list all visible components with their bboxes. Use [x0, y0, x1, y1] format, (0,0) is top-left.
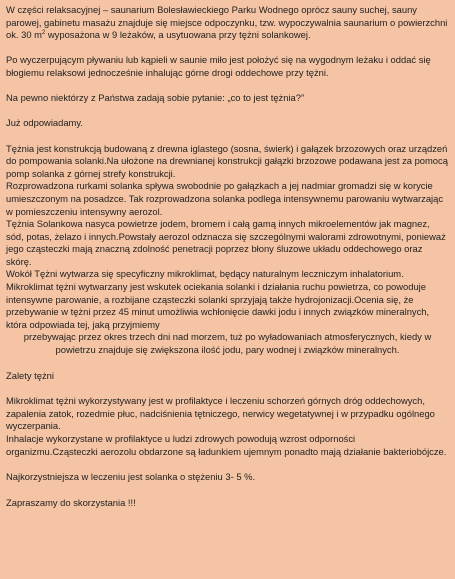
concentration-paragraph: Najkorzystniejsza w leczeniu jest solanka o stężeniu 3- 5 %.: [6, 471, 256, 483]
definition-paragraph: Tężnia jest konstrukcją budowaną z drewna iglastego (sosna, świerk) i gałązek brzozowych oraz urządzeń do pompowania solanki.Na ułożone na drewnianej konstrukcji gałązki brzozowe podawana jest za pomocą pomp solanka z górnej strefy konstrukcji.: [6, 142, 448, 179]
benefits-paragraph: Mikroklimat tężni wykorzystywany jest w profilaktyce i leczeniu schorzeń górnych dróg oddechowych, zapalenia zatok, rozedmie płuc, nadciśnienia tętniczego, nerwicy wegetatywnej i w przypadku ogólnego wyczerpania.: [6, 395, 435, 432]
microclimate-paragraph: Wokół Tężni wytwarza się specyficzny mikroklimat, będący naturalnym leczniczym inhalatorium. Mikroklimat tężni wytwarzany jest wskutek ociekania solanki i działania ruchu powietrza, co powoduje intensywne parowanie, a rozbijane cząsteczki solanki sprzyjają także hydrojonizacji.Ocenia się, że przebywanie w tężni przez 45 minut umożliwia wchłonięcie dawki jodu i innych związków mineralnych, która odpowiada tej, jaką przyjmiemy: [6, 268, 430, 330]
microclimate-paragraph-centered: przebywając przez okres trzech dni nad morzem, tuż po wyładowaniach atmosferycznych, kiedy w powietrzu znajduje się zwiększona ilość jodu, pary wodnej i związków mineralnych.: [23, 331, 432, 356]
intro-text: W części relaksacyjnej – saunarium Bolesławieckiego Parku Wodnego oprócz sauny suchej, sauny parowej, gabinetu masażu znajduje się miejsce odpoczynku, tzw. wypoczywalnia saunarium o powierzchni ok. 30 m: [6, 4, 448, 41]
after-swim-paragraph: Po wyczerpującym pływaniu lub kąpieli w saunie miło jest położyć się na wygodnym leżaku i oddać się błogiemu relaksowi jednocześnie inhalując górne drogi oddechowe przy tężni.: [6, 54, 431, 78]
intro-text-end: wyposażona w 9 leżaków, a usytuowana przy tężni solankowej.: [45, 29, 311, 41]
square-meter-superscript: 2: [41, 30, 46, 37]
definition-section: [6, 143, 449, 357]
intro-paragraph: [6, 4, 449, 42]
benefits-section: [6, 395, 449, 458]
answer-intro: Już odpowiadamy.: [6, 117, 83, 129]
benefits-heading: Zalety tężni: [6, 369, 54, 381]
question-paragraph: Na pewno niektórzy z Państwa zadają sobie pytanie: „co to jest tężnia?”: [6, 92, 305, 104]
definition-paragraph: Rozprowadzona rurkami solanka spływa swobodnie po gałązkach a jej nadmiar gromadzi się w korycie umieszczonym na posadzce. Tak rozprowadzona solanka podlega intensywnemu parowaniu wytwarzając w pomieszczeniu intensywny aerozol.: [6, 180, 444, 217]
benefits-paragraph: Inhalacje wykorzystane w profilaktyce u ludzi zdrowych powodują wzrost odporności organizmu.Cząsteczki aerozolu obdarzone są ładunkiem ujemnym ponadto mają działanie bakteriobójcze.: [6, 433, 447, 457]
definition-paragraph: Tężnia Solankowa nasyca powietrze jodem, bromem i całą gamą innych mikroelementów jak magnez, sód, potas, żelazo i innych.Powstały aerozol odznacza się szczególnymi walorami zdrowotnymi, ponieważ jego cząsteczki mają znaczną zdolność penetracji poprzez błony śluzowe układu oddechowego oraz skórę.: [6, 218, 446, 267]
invite-paragraph: Zapraszamy do skorzystania !!!: [6, 496, 136, 508]
